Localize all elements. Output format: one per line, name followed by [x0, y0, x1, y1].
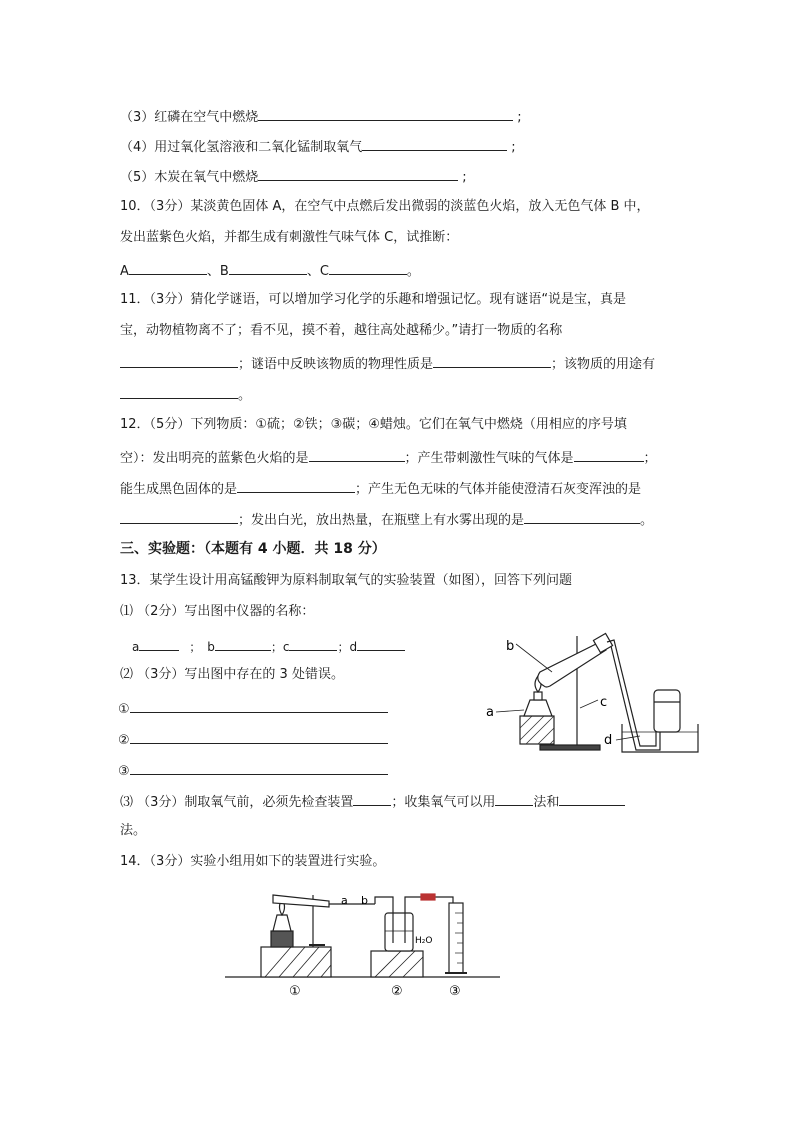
- q9-item3: （3）红磷在空气中燃烧 ;: [120, 106, 522, 127]
- q13-part1: ⑴ （2分）写出图中仪器的名称：: [120, 604, 315, 619]
- graduated-cylinder: [449, 903, 463, 973]
- base-block-1: [261, 947, 331, 977]
- wash-bottle: [385, 913, 413, 951]
- alcohol-lamp: [524, 700, 552, 716]
- q12-line1: 12．（5分）下列物质：①硫；②铁；③碳；④蜡烛。它们在氧气中燃烧（用相应的序号填: [120, 417, 627, 432]
- q13-error-2: ②: [118, 729, 388, 750]
- answer-blank[interactable]: [574, 447, 644, 462]
- test-tube: [538, 642, 606, 687]
- figure-label-a: a: [486, 705, 494, 720]
- q14-intro: 14．（3分）实验小组用如下的装置进行实验。: [120, 854, 386, 869]
- q12-line2: 空）：发出明亮的蓝紫色火焰的是 ；产生带刺激性气味的气体是 ；: [120, 447, 657, 468]
- answer-blank[interactable]: [130, 698, 388, 713]
- answer-blank[interactable]: [237, 478, 355, 493]
- figure-label-b: b: [506, 639, 515, 654]
- q13-intro: 13．某学生设计用高锰酸钾为原料制取氧气的实验装置（如图），回答下列问题: [120, 573, 573, 588]
- figure-label-2: ②: [391, 984, 403, 999]
- q13-error-1: ①: [118, 698, 388, 719]
- q9-item5: （5）木炭在氧气中燃烧 ;: [120, 166, 467, 187]
- q11-line3: ；谜语中反映该物质的物理性质是 ；该物质的用途有: [120, 353, 655, 374]
- q12-line3: 能生成黑色固体的是 ；产生无色无味的气体并能使澄清石灰变浑浊的是: [120, 478, 641, 499]
- figure-label-water: H₂O: [415, 936, 433, 946]
- q13-part2: ⑵ （3分）写出图中存在的 3 处错误。: [120, 667, 344, 682]
- q14-apparatus-figure: [225, 885, 505, 1000]
- q10-line1: 10．（3分）某淡黄色固体 A，在空气中点燃后发出微弱的淡蓝色火焰，放入无色气体 B 中，: [120, 199, 650, 214]
- lamp-base: [271, 931, 293, 947]
- answer-blank-a[interactable]: [129, 260, 207, 275]
- q12-line4: ；发出白光，放出热量，在瓶壁上有水雾出现的是 。: [120, 509, 653, 530]
- answer-blank[interactable]: [130, 729, 388, 744]
- q13-error-3: ③: [118, 760, 388, 781]
- answer-blank[interactable]: [258, 106, 513, 121]
- q13-part3: ⑶ （3分）制取氧气前，必须先检查装置 ；收集氧气可以用 法和: [120, 791, 625, 812]
- answer-blank[interactable]: [524, 509, 640, 524]
- answer-blank-d[interactable]: [357, 636, 405, 651]
- figure-label-1: ①: [289, 984, 301, 999]
- figure-label-3: ③: [449, 984, 461, 999]
- q13-part3-end: 法。: [120, 823, 147, 838]
- figure-label-a: a: [341, 894, 348, 907]
- answer-blank[interactable]: [120, 509, 238, 524]
- answer-blank[interactable]: [559, 791, 625, 806]
- answer-blank[interactable]: [120, 384, 238, 399]
- answer-blank-a[interactable]: [139, 636, 179, 651]
- q11-line1: 11．（3分）猜化学谜语，可以增加学习化学的乐趣和增强记忆。现有谜语“说是宝，真是: [120, 292, 627, 307]
- q11-line2: 宝，动物植物离不了；看不见，摸不着，越往高处越稀少。”请打一物质的名称: [120, 323, 563, 338]
- tube-clip: [421, 894, 435, 900]
- answer-blank[interactable]: [495, 791, 533, 806]
- answer-blank-b[interactable]: [229, 260, 307, 275]
- answer-blank[interactable]: [362, 136, 507, 151]
- answer-blank[interactable]: [433, 353, 551, 368]
- figure-label-d: d: [604, 733, 613, 748]
- q11-line4: 。: [120, 384, 251, 405]
- answer-blank-b[interactable]: [215, 636, 271, 651]
- answer-blank[interactable]: [130, 760, 388, 775]
- q13-apparatus-figure: [480, 628, 705, 758]
- answer-blank-c[interactable]: [329, 260, 407, 275]
- gas-bottle: [654, 690, 680, 732]
- figure-label-b: b: [361, 894, 368, 907]
- answer-blank[interactable]: [353, 791, 391, 806]
- answer-blank[interactable]: [309, 447, 405, 462]
- q13-part1-blanks: a ； b ；c ；d: [132, 636, 405, 656]
- answer-blank[interactable]: [258, 166, 458, 181]
- q10-answers: A 、B 、C 。: [120, 260, 420, 281]
- figure-label-c: c: [600, 695, 608, 710]
- answer-blank[interactable]: [120, 353, 238, 368]
- answer-blank-c[interactable]: [289, 636, 337, 651]
- stand-base: [540, 745, 600, 750]
- q9-item4: （4）用过氧化氢溶液和二氧化锰制取氧气 ;: [120, 136, 516, 157]
- section-title: 三、实验题：（本题有 4 小题．共 18 分）: [120, 541, 386, 557]
- q10-line2: 发出蓝紫色火焰，并都生成有刺激性气味气体 C，试推断：: [120, 230, 459, 245]
- wood-block: [520, 716, 554, 744]
